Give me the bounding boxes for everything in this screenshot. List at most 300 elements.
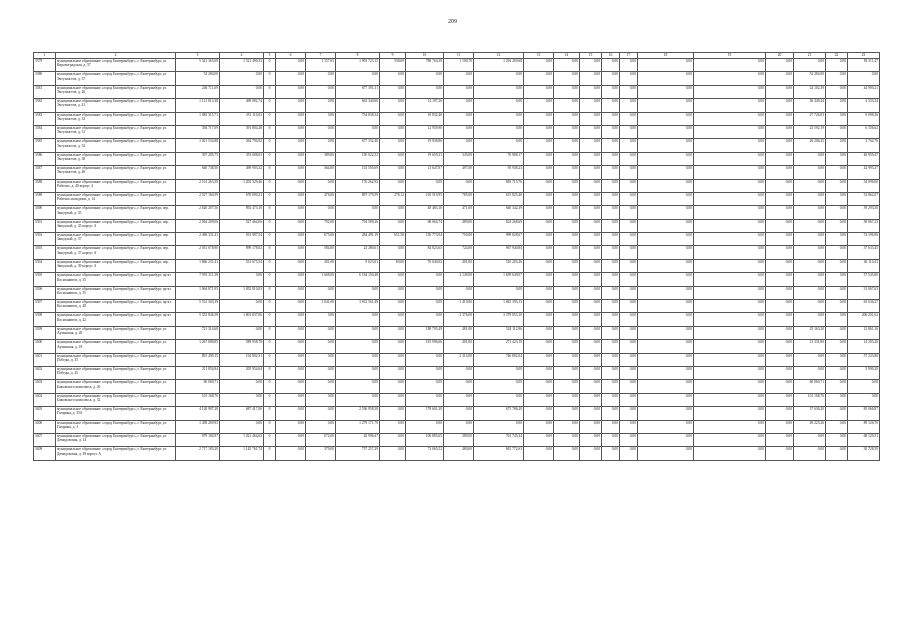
value-cell: 0,00 [380,433,406,446]
row-number-cell: 3388 [34,179,56,192]
value-cell: 0,00 [826,152,848,165]
value-cell: 0,00 [474,99,524,112]
value-cell: 0,00 [826,273,848,286]
row-number-cell: 3380 [34,72,56,85]
address-cell: муниципальное образование «город Екатеринбург», г. Екатеринбург, ул. Артинская, д. 18 [56,340,176,353]
value-cell: 23 592,19 [794,125,826,138]
value-cell: 0,00 [826,433,848,446]
value-cell: 0,00 [276,259,306,272]
value-cell: 0 [264,59,276,72]
value-cell: 9 098,36 [848,112,880,125]
value-cell: 0,00 [554,72,580,85]
value-cell: 0,00 [826,59,848,72]
value-cell: 0,00 [554,353,580,366]
value-cell: 0,00 [848,72,880,85]
value-cell: 50 067,23 [848,219,880,232]
value-cell: 0,00 [554,366,580,379]
value-cell: 0,00 [380,286,406,299]
value-cell: 0,00 [694,259,766,272]
value-cell: 0,00 [444,393,474,406]
value-cell: 0,00 [220,420,264,433]
value-cell: 4 333,24 [848,99,880,112]
row-number-cell: 3402 [34,366,56,379]
value-cell: 0,00 [638,433,694,446]
value-cell: 271 423,10 [474,340,524,353]
value-cell: 0,00 [580,72,602,85]
value-cell: 724,00 [444,246,474,259]
value-cell: 12 959,90 [406,125,444,138]
value-cell: 510 203,26 [474,259,524,272]
value-cell: 0,00 [580,99,602,112]
value-cell: 0,00 [766,340,794,353]
value-cell: 757 257,29 [336,447,380,460]
value-cell: 0,00 [766,125,794,138]
value-cell: 0,00 [602,380,620,393]
value-cell: 211 854,84 [176,366,220,379]
value-cell: 5 541 365,69 [176,59,220,72]
value-cell: 0,00 [638,259,694,272]
value-cell: 0,00 [276,300,306,313]
value-cell: 2 051 678,90 [176,246,220,259]
value-cell: 0,00 [694,72,766,85]
value-cell: 0,00 [694,233,766,246]
value-cell: 0,00 [602,286,620,299]
value-cell: 891 499,15 [176,353,220,366]
value-cell: 156 773,04 [406,233,444,246]
value-cell: 481,00 [444,326,474,339]
value-cell: 0,00 [524,300,554,313]
value-cell: 0,00 [638,166,694,179]
value-cell: 57 233,80 [848,353,880,366]
value-cell: 0,00 [580,300,602,313]
value-cell: 0,00 [638,112,694,125]
value-cell: 4 120 987,28 [176,407,220,420]
value-cell: 0,00 [826,112,848,125]
value-cell: 0,00 [602,179,620,192]
value-cell: 13 331,80 [794,340,826,353]
value-cell: 0,00 [826,233,848,246]
value-cell: 0,00 [620,380,638,393]
value-cell: 0,00 [580,340,602,353]
value-cell: 0,00 [620,366,638,379]
address-cell: муниципальное образование «город Екатеринбург», г. Екатеринбург, ул. Энтузиастов, д. 33 [56,112,176,125]
value-cell: 0,00 [336,326,380,339]
value-cell: 0,00 [474,125,524,138]
value-cell: 0,00 [620,99,638,112]
value-cell: 899 178,02 [220,246,264,259]
table-row [34,179,880,192]
value-cell: 46 110,41 [848,259,880,272]
address-cell: муниципальное образование «город Екатеринбург», г. Екатеринбург, ул. Энтузиастов, д. 26 [56,85,176,98]
value-cell: 0,00 [554,380,580,393]
value-cell: 702,00 [306,219,336,232]
value-cell: 0 [264,85,276,98]
value-cell: 0 [264,353,276,366]
value-cell: 0,00 [694,393,766,406]
value-cell: 0,00 [620,286,638,299]
address-cell: муниципальное образование «город Екатеринбург», г. Екатеринбург, пер. Заводской, д. 39 корпус А [56,259,176,272]
value-cell: 0,00 [638,192,694,205]
value-cell: 0,00 [380,72,406,85]
value-cell: 0,00 [694,179,766,192]
value-cell: 0,00 [276,286,306,299]
value-cell: 0,00 [336,125,380,138]
page-number: 209 [448,19,457,25]
address-cell: муниципальное образование «город Екатеринбург», г. Екатеринбург, пер. Заводской, д. 37 [56,233,176,246]
value-cell: 0,00 [794,59,826,72]
value-cell: 490 903,32 [220,166,264,179]
value-cell: 0,00 [638,72,694,85]
value-cell: 0,00 [276,326,306,339]
value-cell: 527 464,06 [220,219,264,232]
value-cell: 0,00 [524,206,554,219]
value-cell: 0 [264,179,276,192]
value-cell: 1 021 534,88 [176,139,220,152]
value-cell: 0,00 [766,192,794,205]
value-cell: 0,00 [474,420,524,433]
value-cell: 345,00 [444,152,474,165]
value-cell: 0,00 [826,366,848,379]
table-row [34,219,880,232]
value-cell: 0 [264,152,276,165]
value-cell: 681 772,63 [474,447,524,460]
table-row [34,259,880,272]
value-cell: 3 379 053,10 [474,313,524,326]
value-cell: 0,00 [524,152,554,165]
value-cell: 0,00 [406,72,444,85]
value-cell: 0,00 [766,152,794,165]
value-cell: 0,00 [638,152,694,165]
value-cell: 0,00 [380,166,406,179]
value-cell: 0,00 [580,447,602,460]
value-cell: 0 [264,72,276,85]
address-cell: муниципальное образование «город Екатеринбург», г. Екатеринбург, ул. Победы, д. 45 [56,366,176,379]
value-cell: 0,00 [380,380,406,393]
value-cell: 0,00 [474,139,524,152]
value-cell: 0,00 [638,179,694,192]
value-cell: 0,00 [620,340,638,353]
table-row [34,233,880,246]
value-cell: 0 [264,313,276,326]
value-cell: 0,00 [638,326,694,339]
value-cell: 0,00 [554,59,580,72]
value-cell: 0,00 [336,366,380,379]
value-cell: 1 203 329,46 [220,179,264,192]
row-number-cell: 3384 [34,125,56,138]
header-cell: 12 [474,53,524,59]
value-cell: 89 126,70 [848,420,880,433]
header-cell: 17 [620,53,638,59]
value-cell: 0,00 [524,112,554,125]
value-cell: 0,00 [602,99,620,112]
value-cell: 967 940,84 [474,246,524,259]
value-cell: 0 [264,112,276,125]
value-cell: 0,00 [276,447,306,460]
value-cell: 0,00 [336,286,380,299]
value-cell: 0,00 [620,152,638,165]
value-cell: 0,00 [380,326,406,339]
value-cell: 0 [264,166,276,179]
value-cell: 0,00 [694,340,766,353]
row-number-cell: 3403 [34,380,56,393]
value-cell: 0,00 [766,246,794,259]
value-cell: 0,00 [766,99,794,112]
value-cell: 0,00 [766,233,794,246]
value-cell: 0,00 [554,112,580,125]
value-cell: 746 802,04 [474,353,524,366]
value-cell: 2 469 331,41 [176,233,220,246]
value-cell: 165 519,95 [406,192,444,205]
value-cell: 0,00 [524,139,554,152]
value-cell: 0,00 [794,192,826,205]
table-row [34,99,880,112]
address-cell: муниципальное образование «город Екатеринбург», г. Екатеринбург, ул. Энтузиастов, д. 46 [56,166,176,179]
value-cell: 687 417,00 [220,407,264,420]
value-cell: 1 064 871,95 [176,286,220,299]
value-cell: 0,00 [826,85,848,98]
value-cell: 0,00 [276,340,306,353]
value-cell: 0,00 [276,72,306,85]
value-cell: 0,00 [380,366,406,379]
value-cell: 0,00 [620,139,638,152]
value-cell: 0,00 [620,326,638,339]
value-cell: 0,00 [620,273,638,286]
value-cell: 1 157,65 [306,59,336,72]
value-cell: 0,00 [620,59,638,72]
value-cell: 44 900,21 [848,85,880,98]
value-cell: 785,00 [444,192,474,205]
value-cell: 0,00 [694,139,766,152]
value-cell: 106 885,65 [406,433,444,446]
value-cell: 0,00 [826,393,848,406]
value-cell: 0,00 [638,85,694,98]
value-cell: 0,00 [276,273,306,286]
table-row [34,59,880,72]
value-cell: 401,00 [444,259,474,272]
row-number-cell: 3396 [34,286,56,299]
value-cell: 0 [264,246,276,259]
value-cell: 675 786,20 [474,407,524,420]
value-cell: 0,00 [602,85,620,98]
value-cell: 0,00 [554,286,580,299]
header-cell: 20 [766,53,794,59]
value-cell: 0,00 [620,246,638,259]
value-cell: 0 [264,366,276,379]
value-cell: 584,00 [306,246,336,259]
value-cell: 0,00 [620,85,638,98]
value-cell: 0,00 [826,259,848,272]
value-cell: 0,00 [620,112,638,125]
value-cell: 0,00 [638,246,694,259]
value-cell: 0,00 [276,233,306,246]
value-cell: 0,00 [620,433,638,446]
value-cell: 284 491,19 [336,233,380,246]
value-cell: 0,00 [826,206,848,219]
value-cell: 25 163,20 [794,326,826,339]
value-cell: 0,00 [306,85,336,98]
value-cell: 0,00 [474,85,524,98]
value-cell: 0,00 [638,233,694,246]
value-cell: 0,00 [276,353,306,366]
value-cell: 0,00 [306,125,336,138]
value-cell: 0,00 [694,420,766,433]
value-cell: 60 069,71 [176,380,220,393]
value-cell: 0,00 [602,340,620,353]
value-cell: 0,00 [276,380,306,393]
value-cell: 0,00 [620,233,638,246]
value-cell: 0,00 [336,340,380,353]
value-cell: 394 717,09 [176,125,220,138]
value-cell: 0,00 [826,246,848,259]
value-cell: 0,00 [276,433,306,446]
row-number-cell: 3382 [34,99,56,112]
value-cell: 0,00 [580,112,602,125]
value-cell: 72 065,52 [406,447,444,460]
value-cell: 0,00 [580,59,602,72]
value-cell: 0,00 [694,273,766,286]
value-cell: 0,00 [220,300,264,313]
value-cell: 2 064 209,06 [176,219,220,232]
table-row [34,300,880,313]
value-cell: 0,00 [276,313,306,326]
value-cell: 36 449,44 [794,99,826,112]
value-cell: 897 179,59 [336,192,380,205]
address-cell: муниципальное образование «город Екатеринбург», г. Екатеринбург, ул. Демидовская, д. 14 [56,433,176,446]
value-cell: 0,00 [474,393,524,406]
value-cell: 0,00 [554,326,580,339]
value-cell: 0,00 [220,72,264,85]
value-cell: 0,00 [220,380,264,393]
value-cell: 0,00 [794,233,826,246]
value-cell: 37 636,20 [794,407,826,420]
value-cell: 0,00 [306,340,336,353]
value-cell: 0,00 [694,366,766,379]
value-cell: 353 608,63 [220,152,264,165]
value-cell: 0,00 [766,72,794,85]
value-cell: 0,00 [766,85,794,98]
value-cell: 338,69 [380,59,406,72]
address-cell: муниципальное образование «город Екатеринбург», г. Екатеринбург, ул. Артинская, д. 20 [56,326,176,339]
value-cell: 2 717 183,20 [176,447,220,460]
header-cell: 10 [406,53,444,59]
value-cell: 23 280,61 [336,246,380,259]
value-cell: 0,00 [306,313,336,326]
value-cell: 0,00 [602,273,620,286]
value-cell: 0,00 [380,420,406,433]
value-cell: 10 832,40 [406,112,444,125]
value-cell: 49 225,26 [794,420,826,433]
value-cell: 0,00 [554,340,580,353]
value-cell: 794 589,26 [336,219,380,232]
value-cell: 13 647,87 [406,166,444,179]
value-cell: 0,00 [306,286,336,299]
value-cell: 0,00 [380,125,406,138]
header-cell: 1 [34,53,56,59]
value-cell: 0,00 [766,273,794,286]
value-cell: 5 900,20 [848,366,880,379]
value-cell: 0,00 [380,340,406,353]
value-cell: 0 [264,340,276,353]
value-cell: 0 [264,393,276,406]
value-cell: 30 728,59 [848,447,880,460]
value-cell: 0,00 [554,206,580,219]
value-cell: 531 675,54 [220,259,264,272]
value-cell: 0,00 [602,233,620,246]
value-cell: 683 715,76 [474,179,524,192]
table-row [34,447,880,460]
value-cell: 0,00 [554,433,580,446]
address-cell: муниципальное образование «город Екатеринбург», г. Екатеринбург, пер. Заводской, д. 37 корпус А [56,246,176,259]
value-cell: 0,00 [406,353,444,366]
value-cell: 1 145 761,74 [220,447,264,460]
value-cell: 0,00 [444,125,474,138]
value-cell: 1 121 813,38 [176,99,220,112]
value-cell: 0,00 [580,166,602,179]
value-cell: 0,00 [524,179,554,192]
value-cell: 31 067,63 [848,286,880,299]
value-cell: 0,00 [602,139,620,152]
value-cell: 0,00 [444,179,474,192]
value-cell: 0 [264,273,276,286]
value-cell: 1 021 464,62 [220,433,264,446]
value-cell: 0,00 [602,407,620,420]
value-cell: 0,00 [580,219,602,232]
value-cell: 0,00 [826,99,848,112]
value-cell: 0,00 [602,112,620,125]
value-cell: 0,00 [794,286,826,299]
value-cell: 0,00 [694,407,766,420]
value-cell: 0,00 [406,366,444,379]
address-cell: муниципальное образование «город Екатеринбург», г. Екатеринбург, пр-кт Космонавтов, д. 35 [56,273,176,286]
value-cell: 0,00 [580,179,602,192]
address-cell: муниципальное образование «город Екатеринбург», г. Екатеринбург, пр-кт Космонавтов, д. 22 [56,313,176,326]
value-cell: 0,00 [766,353,794,366]
value-cell: 1 866 231,41 [176,259,220,272]
value-cell: 54 096,00 [848,179,880,192]
value-cell: 0,00 [580,273,602,286]
value-cell: 0,00 [380,273,406,286]
value-cell: 0,00 [638,366,694,379]
value-cell: 0,00 [638,139,694,152]
value-cell: 589 958,78 [220,340,264,353]
value-cell: 0 [264,420,276,433]
value-cell: 0,00 [580,380,602,393]
value-cell: 194 802,31 [220,353,264,366]
value-cell: 0,00 [306,326,336,339]
value-cell: 0,00 [638,447,694,460]
table-row [34,326,880,339]
value-cell: 0,00 [694,380,766,393]
value-cell: 0,00 [766,380,794,393]
value-cell: 471,00 [444,206,474,219]
value-cell: 84 823,65 [406,246,444,259]
value-cell: 85 066,87 [848,407,880,420]
value-cell: 181 996,66 [406,340,444,353]
value-cell: 68 129,51 [848,433,880,446]
value-cell: 0,00 [638,420,694,433]
row-number-cell: 3395 [34,273,56,286]
value-cell: 0,00 [406,380,444,393]
value-cell: 0,00 [444,72,474,85]
value-cell: 0,00 [638,313,694,326]
value-cell: 0,00 [554,166,580,179]
value-cell: 1 903 723,15 [336,59,380,72]
value-cell: 0,00 [794,246,826,259]
value-cell: 0,00 [766,166,794,179]
table-row [34,85,880,98]
value-cell: 0,00 [694,166,766,179]
value-cell: 0,00 [474,286,524,299]
